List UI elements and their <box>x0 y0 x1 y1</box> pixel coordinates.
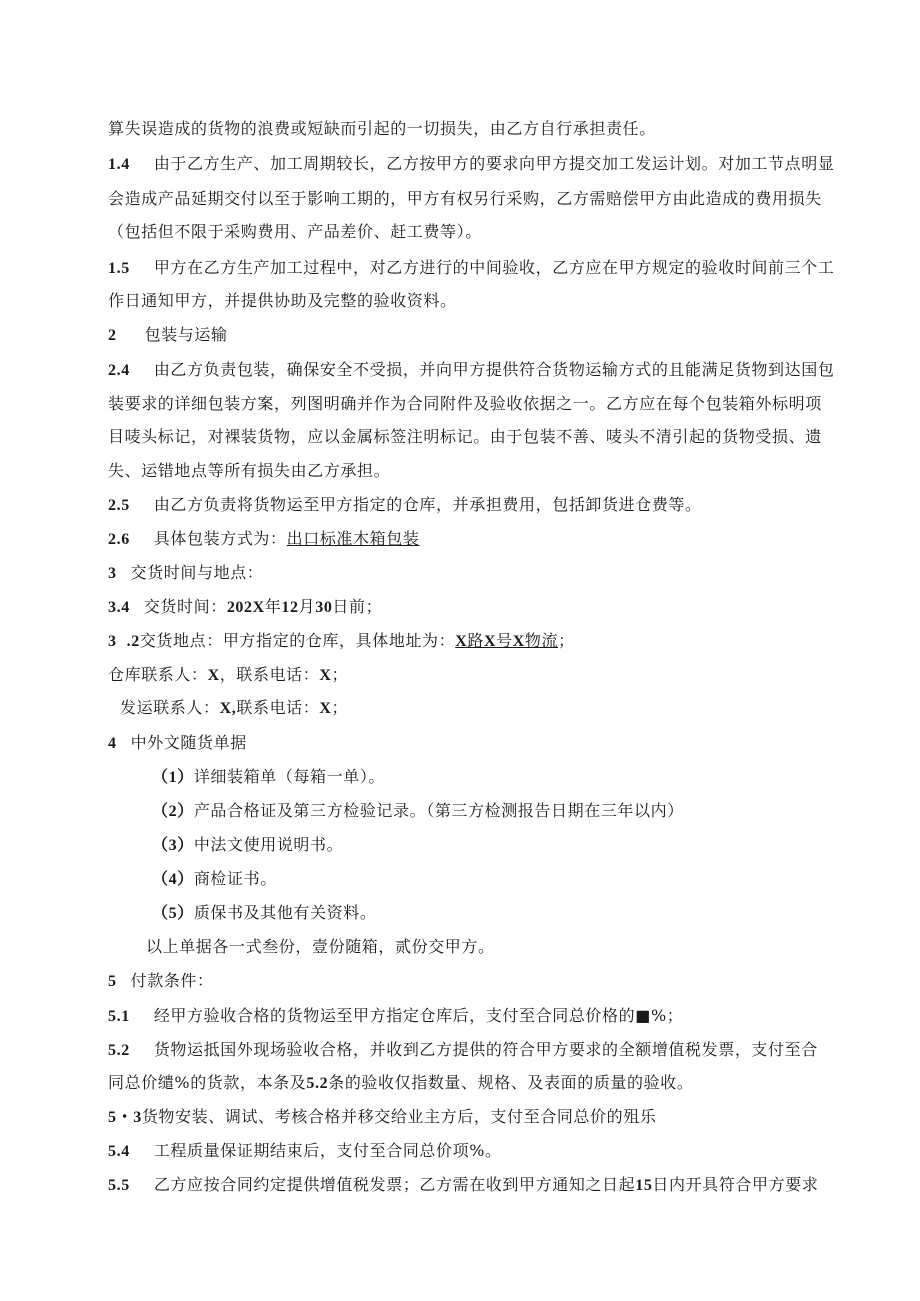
clause-5-4: 5.4 工程质量保证期结束后，支付至合同总价项%。 <box>108 1141 502 1160</box>
packing-method-value: 出口标准木箱包装 <box>286 529 420 548</box>
clause-5-1: 5.1 经甲方验收合格的货物运至甲方指定仓库后，支付至合同总价格的■%； <box>108 1006 684 1025</box>
clause-2-4-line-2: 装要求的详细包装方案，列图明确并作为合同附件及验收依据之一。乙方应在每个包装箱外标明项 <box>108 394 822 413</box>
warehouse-contact: 仓库联系人：X，联系电话：X； <box>108 665 349 684</box>
document-item-2: （2）产品合格证及第三方检验记录。（第三方检测报告日期在三年以内） <box>152 801 684 820</box>
clause-1-4-line-1: 1.4 由于乙方生产、加工周期较长，乙方按甲方的要求向甲方提交加工发运计划。对加工节点明显 <box>108 154 835 173</box>
clause-5-5: 5.5 乙方应按合同约定提供增值税发票；乙方需在收到甲方通知之日起15日内开具符合甲方要求 <box>108 1175 819 1194</box>
clause-5-2-line-1: 5.2 货物运抵国外现场验收合格，并收到乙方提供的符合甲方要求的全额增值税发票，支付至合 <box>108 1040 818 1059</box>
clause-1-4-line-2: 会造成产品延期交付以至于影响工期的，甲方有权另行采购，乙方需赔偿甲方由此造成的费用损失 <box>108 189 822 208</box>
clause-3-4: 3.4 交货时间：202X年12月30日前； <box>108 597 383 616</box>
clause-number: 1.4 <box>108 156 130 173</box>
delivery-address-value: X路X号X物流 <box>455 631 559 650</box>
clause-1-4-line-3: （包括但不限于采购费用、产品差价、赶工费等）。 <box>108 222 482 241</box>
document-item-5: （5）质保书及其他有关资料。 <box>152 903 377 922</box>
clause-2-4-line-1: 2.4 由乙方负责包装，确保安全不受损，并向甲方提供符合货物运输方式的且能满足货物到达国包 <box>108 360 835 379</box>
document-item-4: （4）商检证书。 <box>152 869 277 888</box>
clause-5-3: 5・3货物安装、调试、考核合格并移交给业主方后，支付至合同总价的殂乐 <box>108 1107 657 1126</box>
section-5-heading: 5 付款条件： <box>108 971 214 990</box>
copies-note: 以上单据各一式叁份，壹份随箱，贰份交甲方。 <box>146 937 495 956</box>
clause-number: 1.5 <box>108 260 130 277</box>
continuation-line: 算失误造成的货物的浪费或短缺而引起的一切损失，由乙方自行承担责任。 <box>108 119 656 138</box>
clause-5-2-line-2: 同总价缱%的货款，本条及5.2条的验收仅指数量、规格、及表面的质量的验收。 <box>108 1073 694 1092</box>
section-4-heading: 4 中外文随货单据 <box>108 733 247 752</box>
document-item-3: （3）中法文使用说明书。 <box>152 835 344 854</box>
document-item-1: （1）详细装箱单（每箱一单）。 <box>152 767 386 786</box>
clause-2-4-line-3: 目唛头标记，对裸装货物，应以金属标签注明标记。由于包装不善、唛头不清引起的货物受损、遗 <box>108 427 822 446</box>
clause-2-4-line-4: 失、运错地点等所有损失由乙方承担。 <box>108 461 391 480</box>
clause-2-5: 2.5 由乙方负责将货物运至甲方指定的仓库，并承担费用，包括卸货进仓费等。 <box>108 495 702 514</box>
clause-3-2: 3 .2交货地点：甲方指定的仓库，具体地址为：X路X号X物流； <box>108 631 575 650</box>
clause-1-5-line-1: 1.5 甲方在乙方生产加工过程中，对乙方进行的中间验收，乙方应在甲方规定的验收时间前三个工 <box>108 258 835 277</box>
shipping-contact: 发运联系人：X,联系电话：X； <box>120 698 349 717</box>
clause-1-5-line-2: 作日通知甲方，并提供协助及完整的验收资料。 <box>108 291 457 310</box>
clause-2-6: 2.6 具体包装方式为：出口标准木箱包装 <box>108 529 420 548</box>
section-2-heading: 2 包装与运输 <box>108 325 228 344</box>
section-3-heading: 3 交货时间与地点： <box>108 563 264 582</box>
